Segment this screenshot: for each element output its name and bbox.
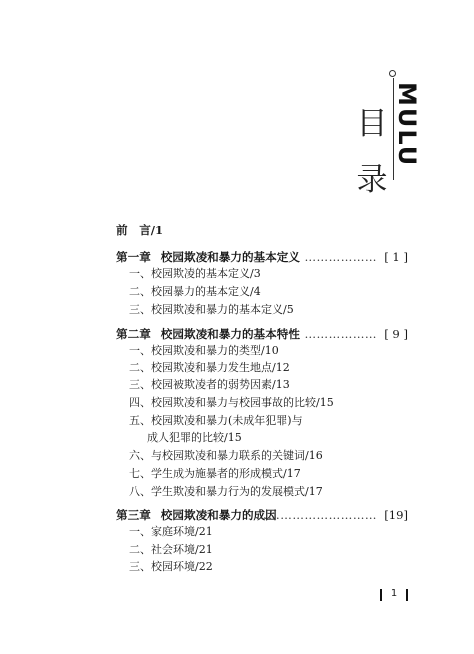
chapter-page: [19]: [384, 508, 408, 522]
side-label: [393, 82, 423, 168]
toc-entry[interactable]: 八、学生欺凌和暴力行为的发展模式/17: [129, 485, 323, 498]
page-footer: [378, 589, 410, 601]
toc-entry[interactable]: 二、校园暴力的基本定义/4: [129, 285, 261, 298]
chapter-label: 第二章: [116, 327, 151, 341]
page-number: 1: [390, 588, 398, 599]
toc-entry[interactable]: 六、与校园欺凌和暴力联系的关键词/16: [129, 449, 323, 462]
chapter-page: [ 1 ]: [384, 250, 408, 264]
page-title: [352, 96, 392, 208]
chapter-title: 校园欺凌和暴力的基本特性: [160, 327, 300, 341]
chapter-title: 校园欺凌和暴力的成因: [160, 508, 277, 522]
preface-text: 前 言/1: [116, 223, 164, 237]
leader-dots: ………………: [304, 327, 377, 341]
chapter-title: 校园欺凌和暴力的基本定义: [160, 250, 300, 264]
chapter-label: 第一章: [116, 250, 151, 264]
toc-entry[interactable]: 一、家庭环境/21: [129, 525, 213, 538]
chapter-2-heading[interactable]: [116, 327, 408, 341]
title-char: 目: [356, 106, 388, 142]
toc-entry[interactable]: 三、校园欺凌和暴力的基本定义/5: [129, 303, 294, 316]
toc-preface[interactable]: [116, 223, 408, 237]
toc-entry[interactable]: 三、校园被欺凌者的弱势因素/13: [129, 378, 290, 391]
toc-entry[interactable]: 五、校园欺凌和暴力(未成年犯罪)与: [129, 414, 303, 427]
toc-entry[interactable]: 三、校园环境/22: [129, 560, 213, 573]
footer-bar-right: [406, 589, 408, 601]
toc-entry[interactable]: 四、校园欺凌和暴力与校园事故的比较/15: [129, 396, 334, 409]
leader-dots: …………………………: [256, 508, 377, 522]
side-label-text: MULU: [393, 82, 421, 168]
chapter-label: 第三章: [116, 508, 151, 522]
chapter-1-heading[interactable]: [116, 250, 408, 264]
chapter-page: [ 9 ]: [384, 327, 408, 341]
toc-entry[interactable]: 二、社会环境/21: [129, 543, 213, 556]
toc-entry[interactable]: 二、校园欺凌和暴力发生地点/12: [129, 361, 290, 374]
ring-ornament: [389, 70, 396, 77]
title-char: 录: [356, 162, 388, 198]
chapter-3-heading[interactable]: [116, 508, 408, 522]
toc-entry[interactable]: 一、校园欺凌的基本定义/3: [129, 267, 261, 280]
toc-entry-continuation[interactable]: 成人犯罪的比较/15: [147, 431, 242, 444]
toc-entry[interactable]: 一、校园欺凌和暴力的类型/10: [129, 344, 279, 357]
leader-dots: ………………: [304, 250, 377, 264]
toc-entry[interactable]: 七、学生成为施暴者的形成模式/17: [129, 467, 301, 480]
